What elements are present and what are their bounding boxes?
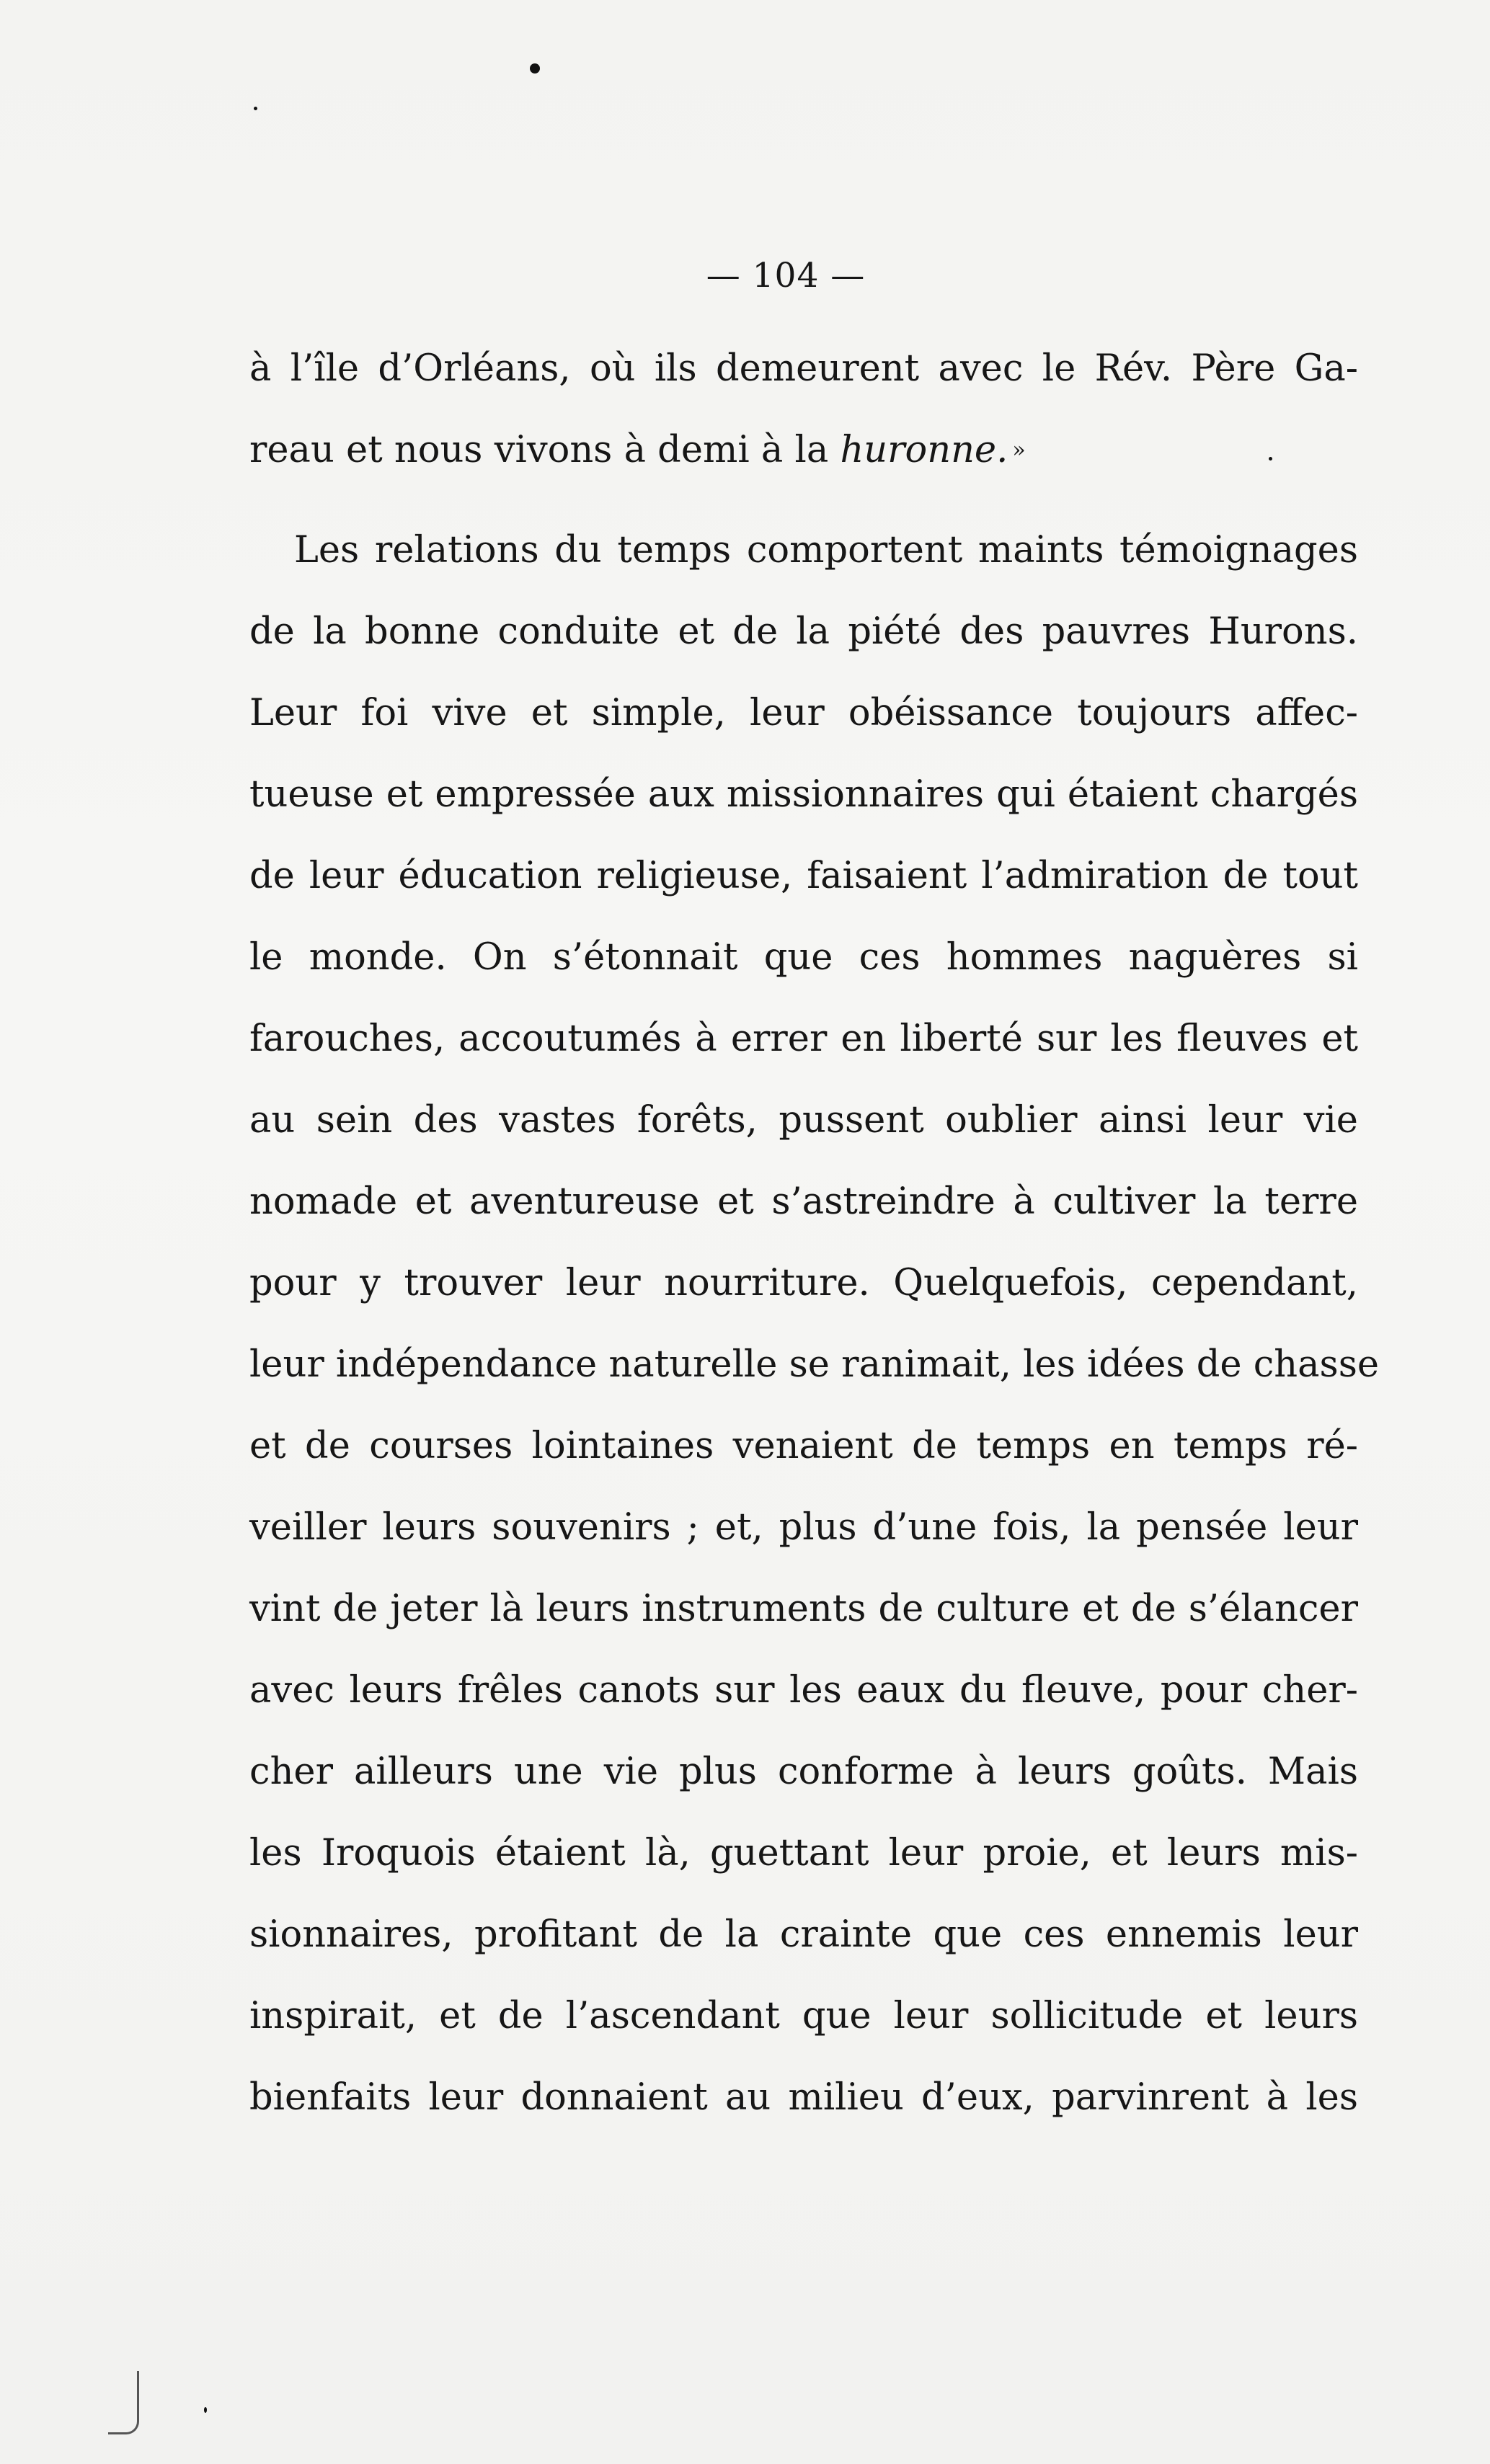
- text-line: veiller leurs souvenirs ; et, plus d’une fois, la pensée leur: [249, 1506, 1358, 1549]
- corner-bracket-mark: [108, 2371, 139, 2434]
- text-line: de leur éducation religieuse, faisaient l’admiration de tout: [249, 855, 1358, 897]
- text-line: inspirait, et de l’ascendant que leur sollicitude et leurs: [249, 1995, 1358, 2037]
- ink-dot-mark: [530, 63, 540, 74]
- text-line: farouches, accoutumés à errer en liberté sur les fleuves et: [249, 1018, 1358, 1060]
- italic-word: huronne.: [840, 429, 1008, 471]
- closing-quote: »: [1012, 437, 1026, 463]
- text-line: Leur foi vive et simple, leur obéissance toujours affec-: [249, 692, 1358, 734]
- text-line: [249, 409, 1358, 491]
- page-number: — 104 —: [706, 256, 866, 295]
- ink-dot-mark: [254, 107, 257, 110]
- text-line: Les relations du temps comportent maints témoignages: [294, 529, 1358, 571]
- text-line: tueuse et empressée aux missionnaires qui étaient chargés: [249, 773, 1358, 816]
- text-line: vint de jeter là leurs instruments de culture et de s’élancer: [249, 1588, 1358, 1630]
- text-line: et de courses lointaines venaient de temps en temps ré-: [249, 1425, 1358, 1467]
- text-line: nomade et aventureuse et s’astreindre à cultiver la terre: [249, 1180, 1358, 1223]
- text-line: les Iroquois étaient là, guettant leur proie, et leurs mis-: [249, 1832, 1358, 1874]
- text-fragment: reau et nous vivons à demi à la: [249, 429, 829, 471]
- text-line: le monde. On s’étonnait que ces hommes naguères si: [249, 936, 1358, 979]
- text-line: à l’île d’Orléans, où ils demeurent avec le Rév. Père Ga-: [249, 347, 1358, 390]
- text-line: de la bonne conduite et de la piété des pauvres Hurons.: [249, 610, 1358, 653]
- text-line: avec leurs frêles canots sur les eaux du fleuve, pour cher-: [249, 1669, 1358, 1712]
- text-line: cher ailleurs une vie plus conforme à leurs goûts. Mais: [249, 1751, 1358, 1793]
- text-line: leur indépendance naturelle se ranimait, les idées de chasse: [249, 1343, 1380, 1386]
- text-line: pour y trouver leur nourriture. Quelquefois, cependant,: [249, 1262, 1358, 1304]
- text-line: au sein des vastes forêts, pussent oublier ainsi leur vie: [249, 1099, 1358, 1142]
- text-line: bienfaits leur donnaient au milieu d’eux, parvinrent à les: [249, 2076, 1358, 2119]
- text-line: sionnaires, profitant de la crainte que ces ennemis leur: [249, 1913, 1358, 1956]
- body-text: [249, 328, 1380, 2138]
- ink-dot-mark: [204, 2407, 207, 2413]
